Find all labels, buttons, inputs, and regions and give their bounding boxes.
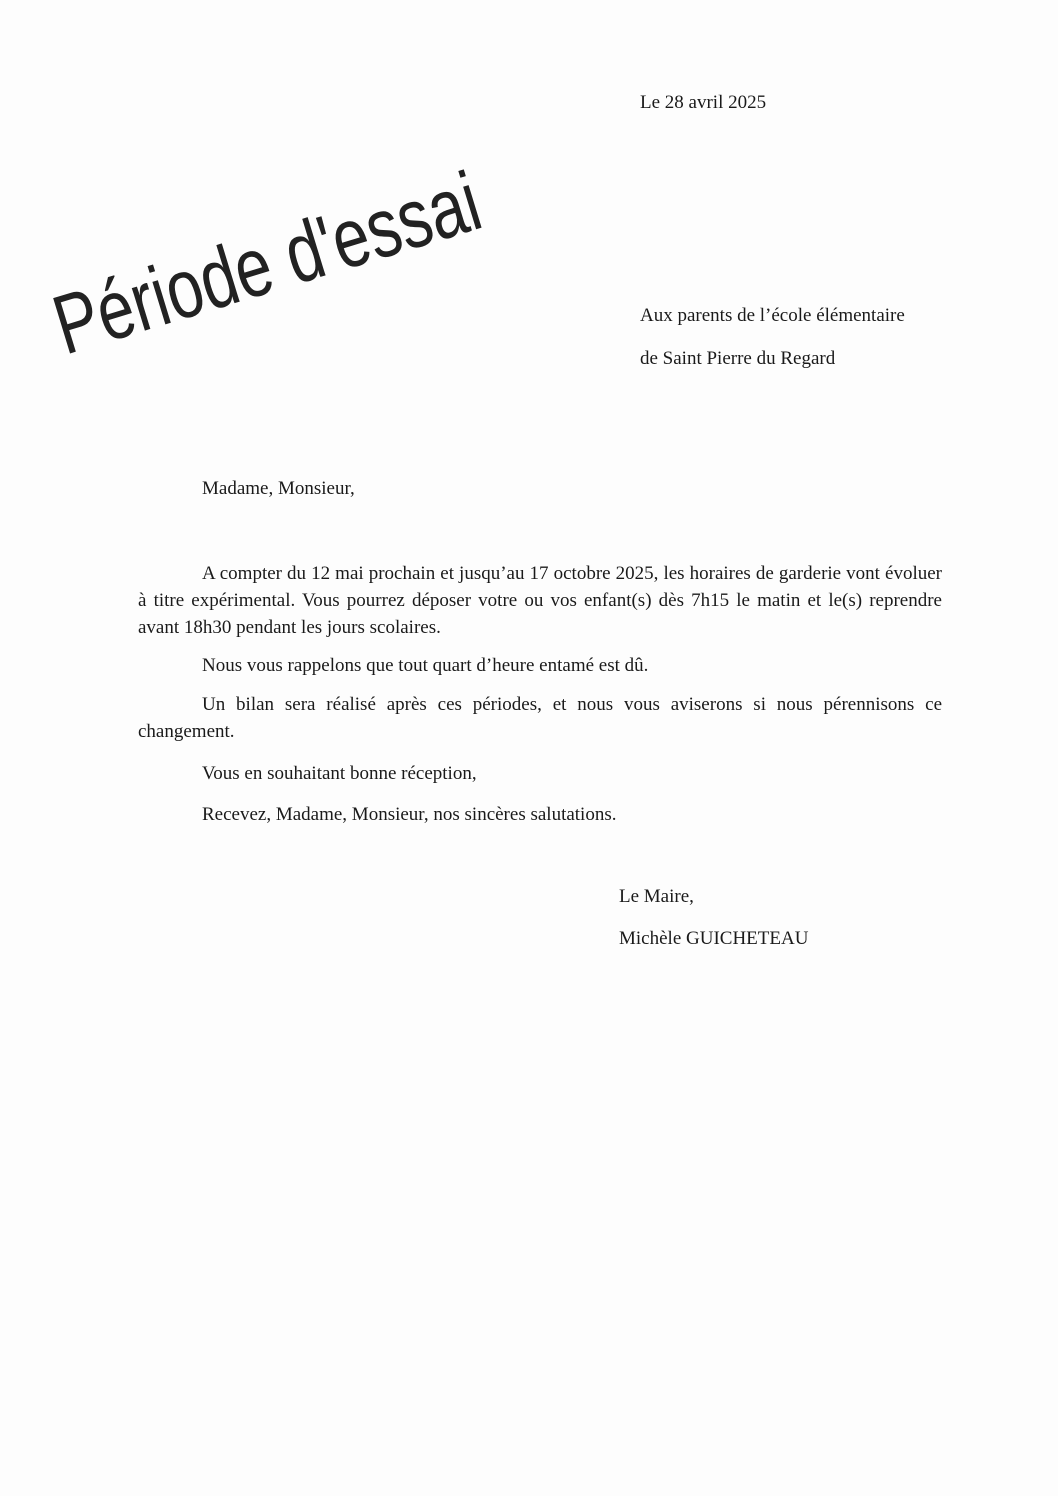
letter-date: Le 28 avril 2025 [640, 92, 767, 113]
paragraph-quarter-hour [138, 652, 942, 679]
signature-role: Le Maire, [619, 886, 694, 907]
paragraph-schedule [138, 560, 942, 641]
paragraph-text: Recevez, Madame, Monsieur, nos sincères salutations. [202, 804, 617, 825]
paragraph-wishes [138, 760, 942, 787]
addressee-line-1: Aux parents de l’école élémentaire [640, 305, 905, 326]
paragraph-text: Nous vous rappelons que tout quart d’heure entamé est dû. [202, 655, 649, 676]
paragraph-text: A compter du 12 mai prochain et jusqu’au 17 octobre 2025, les horaires de garderie vont évoluer à titre expérimental. Vous pourrez déposer votre ou vos enfant(s) dès 7h15 le matin et le(s) reprendre avant 18h30 pendant les jours scolaires. [138, 563, 942, 638]
paragraph-text: Vous en souhaitant bonne réception, [202, 763, 477, 784]
paragraph-assessment [138, 691, 942, 745]
stamp-text: Période d'essai [42, 115, 618, 373]
addressee-line-2: de Saint Pierre du Regard [640, 348, 836, 369]
paragraph-closing [138, 801, 942, 828]
signature-name: Michèle GUICHETEAU [619, 928, 809, 949]
stamp-graphic [40, 100, 618, 380]
paragraph-text: Un bilan sera réalisé après ces périodes, et nous vous aviserons si nous pérennisons ce changement. [138, 694, 942, 742]
trial-period-stamp [40, 100, 618, 380]
salutation: Madame, Monsieur, [202, 478, 355, 499]
